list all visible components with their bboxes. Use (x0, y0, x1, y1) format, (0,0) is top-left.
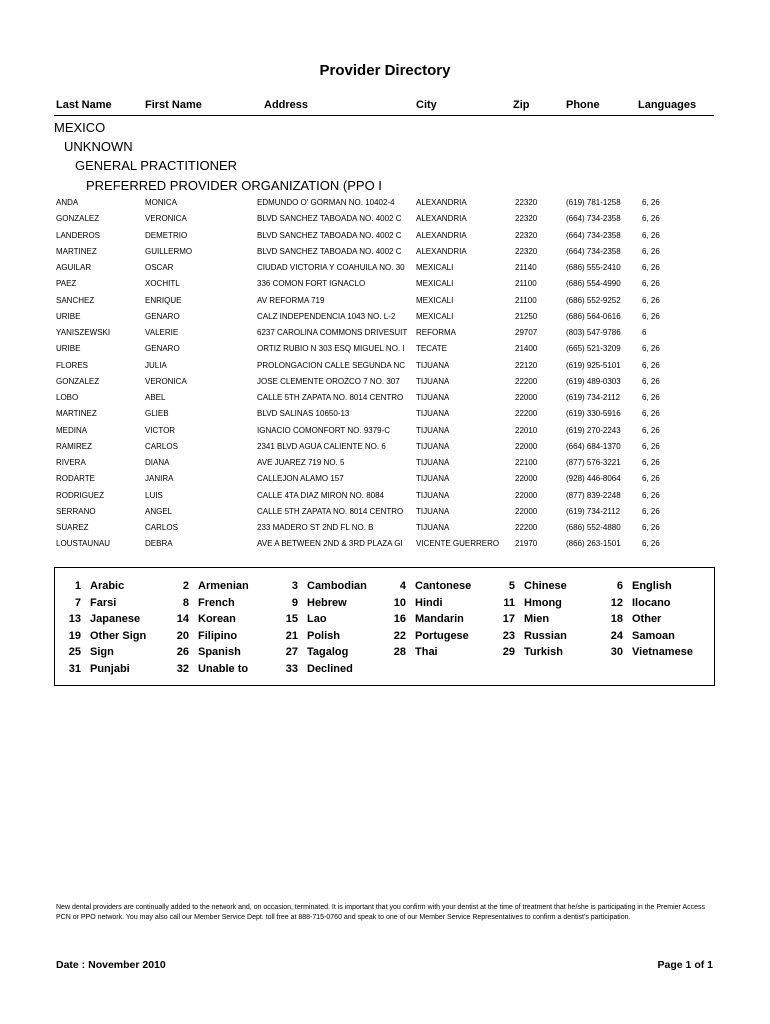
language-code: 2 (182, 580, 189, 592)
languages-cell: 6, 26 (642, 263, 660, 272)
city-cell: MEXICALI (416, 311, 454, 321)
zip-cell: 22200 (515, 376, 538, 386)
page-number: Page 1 of 1 (657, 959, 713, 971)
first-name-cell: GLIEB (145, 409, 169, 419)
address-cell: PROLONGACION CALLE SEGUNDA NC (257, 360, 406, 370)
city-cell: MEXICALI (416, 263, 454, 272)
phone-cell: (877) 576-3221 (566, 458, 621, 467)
disclaimer-note: New dental providers are continually added to the network and, on occasion, terminated. It is important that you confirm with your dentist at the time of treatment that he/she is participating in the Premier Access PCN or PPO network. You may also call our Member Service Dept. toll free at 888-715-0760 and speak to one of our Member Service Representatives to confirm a dentist's participation. (56, 904, 706, 921)
languages-cell: 6, 26 (642, 490, 660, 500)
zip-cell: 22200 (515, 523, 538, 532)
table-row (0, 424, 770, 440)
address-cell: 2341 BLVD AGUA CALIENTE NO. 6 (257, 441, 386, 451)
zip-cell: 22010 (515, 425, 538, 435)
date-value: November 2010 (88, 959, 166, 971)
first-name-cell: DEMETRIO (145, 230, 188, 240)
languages-cell: 6, 26 (642, 506, 660, 516)
table-row (0, 407, 770, 423)
language-name: French (198, 596, 235, 609)
first-name-cell: DEBRA (145, 539, 173, 549)
city-cell: ALEXANDRIA (416, 246, 467, 256)
languages-cell: 6, 26 (642, 344, 660, 354)
last-name-cell: SANCHEZ (56, 295, 95, 305)
zip-cell: 22100 (515, 458, 538, 467)
language-name: Polish (307, 629, 341, 642)
first-name-cell: CARLOS (145, 523, 178, 532)
language-name: Unable to (198, 662, 249, 675)
language-name: Declined (307, 662, 353, 675)
address-cell: ORTIZ RUBIO N 303 ESQ MIGUEL NO. I (257, 344, 405, 354)
header-languages: Languages (638, 99, 697, 111)
header-phone: Phone (566, 99, 600, 111)
zip-cell: 21140 (515, 263, 537, 272)
last-name-cell: LOBO (56, 393, 79, 402)
table-row (0, 391, 770, 407)
last-name-cell: YANISZEWSKI (56, 328, 111, 337)
table-row (0, 212, 770, 228)
table-row (0, 342, 770, 358)
address-cell: AV REFORMA 719 (257, 295, 325, 305)
first-name-cell: OSCAR (145, 263, 174, 272)
last-name-cell: GONZALEZ (56, 214, 100, 224)
header-address: Address (264, 99, 309, 111)
first-name-cell: GENARO (145, 344, 180, 354)
languages-cell: 6, 26 (642, 393, 660, 402)
last-name-cell: RIVERA (56, 458, 86, 467)
address-cell: JOSE CLEMENTE OROZCO 7 NO. 307 (257, 376, 400, 386)
last-name-cell: URIBE (56, 344, 81, 354)
phone-cell: (664) 734-2358 (566, 214, 621, 224)
zip-cell: 21970 (515, 539, 538, 549)
table-row (0, 375, 770, 391)
language-code: 3 (291, 580, 298, 592)
table-row (0, 472, 770, 488)
language-code: 5 (508, 580, 515, 592)
languages-cell: 6, 26 (642, 539, 660, 549)
header-first-name: First Name (145, 99, 202, 111)
first-name-cell: VERONICA (145, 214, 187, 224)
language-code: 22 (393, 629, 406, 642)
table-row (0, 310, 770, 326)
language-name: Other Sign (90, 629, 147, 642)
city-cell: MEXICALI (416, 295, 454, 305)
first-name-cell: ABEL (145, 393, 166, 402)
language-code: 26 (176, 646, 189, 658)
provider-table (0, 196, 770, 554)
table-row (0, 326, 770, 342)
language-code: 6 (616, 580, 623, 592)
phone-cell: (664) 684-1370 (566, 441, 621, 451)
zip-cell: 22320 (515, 198, 538, 207)
languages-legend (54, 567, 715, 686)
city-cell: REFORMA (416, 328, 456, 337)
language-code: 13 (68, 613, 81, 625)
language-name: Spanish (198, 646, 241, 658)
address-cell: CALLEJON ALAMO 157 (257, 474, 344, 484)
first-name-cell: ENRIQUE (145, 295, 182, 305)
address-cell: IGNACIO COMONFORT NO. 9379-C (257, 425, 391, 435)
language-code: 28 (393, 646, 406, 658)
phone-cell: (686) 554-4990 (566, 279, 621, 289)
languages-cell: 6, 26 (642, 311, 660, 321)
group-country: MEXICO (54, 120, 106, 135)
phone-cell: (686) 564-0616 (566, 311, 621, 321)
language-code: 9 (291, 596, 298, 609)
address-cell: CALZ INDEPENDENCIA 1043 NO. L-2 (257, 311, 396, 321)
first-name-cell: MONICA (145, 198, 177, 207)
city-cell: ALEXANDRIA (416, 198, 467, 207)
city-cell: TIJUANA (416, 490, 450, 500)
last-name-cell: MEDINA (56, 425, 88, 435)
languages-cell: 6, 26 (642, 409, 660, 419)
zip-cell: 21100 (515, 295, 537, 305)
last-name-cell: FLORES (56, 360, 89, 370)
language-name: Arabic (90, 580, 125, 592)
phone-cell: (877) 839-2248 (566, 490, 621, 500)
table-row (0, 521, 770, 537)
address-cell: AVE JUAREZ 719 NO. 5 (257, 458, 345, 467)
phone-cell: (665) 521-3209 (566, 344, 621, 354)
language-code: 24 (610, 629, 623, 642)
language-code: 18 (610, 613, 623, 625)
languages-cell: 6, 26 (642, 458, 660, 467)
table-row (0, 277, 770, 293)
city-cell: TIJUANA (416, 474, 450, 484)
language-code: 4 (399, 580, 406, 592)
language-name: Russian (524, 629, 567, 642)
language-code: 8 (182, 596, 189, 609)
city-cell: VICENTE GUERRERO (416, 539, 500, 549)
language-name: Cambodian (307, 580, 367, 592)
table-row (0, 359, 770, 375)
phone-cell: (686) 552-4880 (566, 523, 621, 532)
zip-cell: 22320 (515, 246, 538, 256)
first-name-cell: JULIA (145, 360, 167, 370)
phone-cell: (664) 734-2358 (566, 246, 621, 256)
last-name-cell: URIBE (56, 311, 81, 321)
language-code: 23 (502, 629, 515, 642)
last-name-cell: MARTINEZ (56, 246, 97, 256)
language-name: Filipino (198, 629, 238, 642)
last-name-cell: SUAREZ (56, 523, 89, 532)
zip-cell: 21100 (515, 279, 537, 289)
table-row (0, 196, 770, 212)
group-county: UNKNOWN (64, 139, 133, 154)
table-row (0, 440, 770, 456)
city-cell: TIJUANA (416, 376, 450, 386)
language-code: 31 (68, 662, 81, 675)
last-name-cell: LANDEROS (56, 230, 101, 240)
language-name: Tagalog (307, 646, 349, 658)
page-title: Provider Directory (319, 62, 451, 79)
address-cell: 336 COMON FORT IGNACLO (257, 279, 366, 289)
first-name-cell: LUIS (145, 490, 163, 500)
date-label: Date : (56, 959, 86, 971)
table-row (0, 489, 770, 505)
table-row (0, 294, 770, 310)
languages-cell: 6, 26 (642, 230, 660, 240)
last-name-cell: RODRIGUEZ (56, 490, 104, 500)
zip-cell: 21400 (515, 344, 538, 354)
address-cell: 6237 CAROLINA COMMONS DRIVESUIT (257, 328, 408, 337)
language-code: 33 (285, 662, 298, 675)
city-cell: TECATE (416, 344, 447, 354)
phone-cell: (619) 734-2112 (566, 506, 621, 516)
header-zip: Zip (513, 99, 530, 111)
language-code: 32 (176, 662, 189, 675)
first-name-cell: CARLOS (145, 441, 178, 451)
phone-cell: (866) 263-1501 (566, 539, 621, 549)
date-line (56, 959, 166, 971)
zip-cell: 22000 (515, 506, 538, 516)
languages-cell: 6, 26 (642, 376, 660, 386)
language-name: Japanese (90, 613, 141, 625)
zip-cell: 22120 (515, 360, 538, 370)
last-name-cell: LOUSTAUNAU (56, 539, 111, 549)
language-code: 12 (610, 596, 623, 609)
city-cell: ALEXANDRIA (416, 230, 467, 240)
address-cell: BLVD SANCHEZ TABOADA NO. 4002 C (257, 230, 402, 240)
language-name: Ilocano (632, 596, 671, 609)
last-name-cell: ANDA (56, 198, 79, 207)
languages-cell: 6, 26 (642, 474, 660, 484)
address-cell: CALLE 4TA DIAZ MIRON NO. 8084 (257, 490, 385, 500)
language-name: Lao (307, 613, 327, 625)
phone-cell: (619) 925-5101 (566, 360, 621, 370)
zip-cell: 22320 (515, 214, 538, 224)
first-name-cell: DIANA (145, 458, 170, 467)
languages-cell: 6, 26 (642, 198, 660, 207)
languages-cell: 6, 26 (642, 441, 660, 451)
language-name: Portugese (415, 629, 469, 642)
city-cell: TIJUANA (416, 523, 450, 532)
address-cell: CALLE 5TH ZAPATA NO. 8014 CENTRO (257, 506, 404, 516)
first-name-cell: JANIRA (145, 474, 174, 484)
address-cell: BLVD SALINAS 10650-13 (257, 409, 350, 419)
last-name-cell: GONZALEZ (56, 376, 100, 386)
last-name-cell: AGUILAR (56, 263, 92, 272)
group-network: PREFERRED PROVIDER ORGANIZATION (PPO I (86, 178, 382, 193)
address-cell: 233 MADERO ST 2ND FL NO. B (257, 523, 374, 532)
first-name-cell: XOCHITL (145, 279, 180, 289)
last-name-cell: RODARTE (56, 474, 95, 484)
city-cell: TIJUANA (416, 441, 450, 451)
city-cell: TIJUANA (416, 360, 450, 370)
language-code: 30 (610, 646, 623, 658)
address-cell: EDMUNDO O' GORMAN NO. 10402-4 (257, 198, 395, 207)
last-name-cell: PAEZ (56, 279, 77, 289)
first-name-cell: VICTOR (145, 425, 176, 435)
language-code: 25 (68, 646, 81, 658)
table-row (0, 537, 770, 553)
language-name: Korean (198, 613, 236, 625)
language-code: 1 (74, 580, 81, 592)
zip-cell: 22000 (515, 474, 538, 484)
first-name-cell: VERONICA (145, 376, 187, 386)
languages-cell: 6, 26 (642, 214, 660, 224)
zip-cell: 22000 (515, 490, 538, 500)
language-name: Hebrew (307, 596, 347, 609)
first-name-cell: GUILLERMO (145, 246, 193, 256)
language-name: Thai (415, 646, 438, 658)
language-name: Turkish (524, 646, 563, 658)
table-row (0, 245, 770, 261)
phone-cell: (619) 330-5916 (566, 409, 621, 419)
city-cell: TIJUANA (416, 409, 450, 419)
language-code: 17 (502, 613, 515, 625)
phone-cell: (619) 734-2112 (566, 393, 621, 402)
group-specialty: GENERAL PRACTITIONER (75, 158, 238, 173)
language-code: 19 (68, 629, 81, 642)
city-cell: TIJUANA (416, 506, 450, 516)
zip-cell: 21250 (515, 311, 538, 321)
language-name: Vietnamese (632, 646, 693, 658)
languages-cell: 6, 26 (642, 523, 660, 532)
languages-cell: 6 (642, 328, 647, 337)
language-code: 15 (285, 613, 298, 625)
phone-cell: (928) 446-8064 (566, 474, 621, 484)
language-name: Punjabi (90, 662, 130, 675)
first-name-cell: VALERIE (145, 328, 179, 337)
address-cell: BLVD SANCHEZ TABOADA NO. 4002 C (257, 214, 402, 224)
address-cell: CALLE 5TH ZAPATA NO. 8014 CENTRO (257, 393, 404, 402)
language-name: Hindi (415, 596, 443, 609)
phone-cell: (619) 270-2243 (566, 425, 621, 435)
languages-cell: 6, 26 (642, 246, 660, 256)
table-row (0, 456, 770, 472)
language-name: Sign (90, 646, 114, 658)
language-name: Hmong (524, 596, 562, 609)
table-row (0, 261, 770, 277)
phone-cell: (686) 555-2410 (566, 263, 621, 272)
first-name-cell: ANGEL (145, 506, 173, 516)
language-name: Armenian (198, 580, 249, 592)
language-code: 20 (176, 629, 189, 642)
language-name: Mandarin (415, 613, 464, 625)
language-code: 29 (502, 646, 515, 658)
phone-cell: (664) 734-2358 (566, 230, 621, 240)
language-code: 27 (285, 646, 298, 658)
language-code: 10 (393, 596, 406, 609)
city-cell: TIJUANA (416, 425, 450, 435)
city-cell: TIJUANA (416, 393, 450, 402)
address-cell: AVE A BETWEEN 2ND & 3RD PLAZA GI (257, 539, 403, 549)
last-name-cell: RAMIREZ (56, 441, 92, 451)
first-name-cell: GENARO (145, 311, 180, 321)
languages-cell: 6, 26 (642, 295, 660, 305)
languages-cell: 6, 26 (642, 279, 660, 289)
languages-cell: 6, 26 (642, 360, 660, 370)
language-code: 11 (503, 596, 515, 609)
language-name: Mien (524, 613, 550, 625)
language-name: English (632, 580, 672, 592)
city-cell: MEXICALI (416, 279, 454, 289)
language-code: 21 (285, 629, 298, 642)
zip-cell: 22000 (515, 441, 538, 451)
city-cell: ALEXANDRIA (416, 214, 467, 224)
zip-cell: 22320 (515, 230, 538, 240)
language-name: Other (632, 613, 662, 625)
phone-cell: (619) 489-0303 (566, 376, 621, 386)
phone-cell: (686) 552-9252 (566, 295, 621, 305)
header-city: City (416, 99, 437, 111)
language-name: Chinese (524, 580, 567, 592)
language-name: Samoan (632, 629, 675, 642)
header-last-name: Last Name (56, 99, 112, 111)
zip-cell: 22000 (515, 393, 538, 402)
address-cell: CIUDAD VICTORIA Y COAHUILA NO. 30 (257, 263, 405, 272)
phone-cell: (619) 781-1258 (566, 198, 621, 207)
header-divider (54, 115, 714, 116)
last-name-cell: MARTINEZ (56, 409, 97, 419)
city-cell: TIJUANA (416, 458, 450, 467)
address-cell: BLVD SANCHEZ TABOADA NO. 4002 C (257, 246, 402, 256)
zip-cell: 29707 (515, 328, 538, 337)
table-row (0, 505, 770, 521)
language-code: 16 (393, 613, 406, 625)
languages-cell: 6, 26 (642, 425, 660, 435)
table-row (0, 229, 770, 245)
last-name-cell: SERRANO (56, 506, 96, 516)
language-code: 7 (74, 596, 81, 609)
language-code: 14 (176, 613, 189, 625)
language-name: Farsi (90, 596, 117, 609)
language-name: Cantonese (415, 580, 472, 592)
zip-cell: 22200 (515, 409, 538, 419)
phone-cell: (803) 547-9786 (566, 328, 621, 337)
